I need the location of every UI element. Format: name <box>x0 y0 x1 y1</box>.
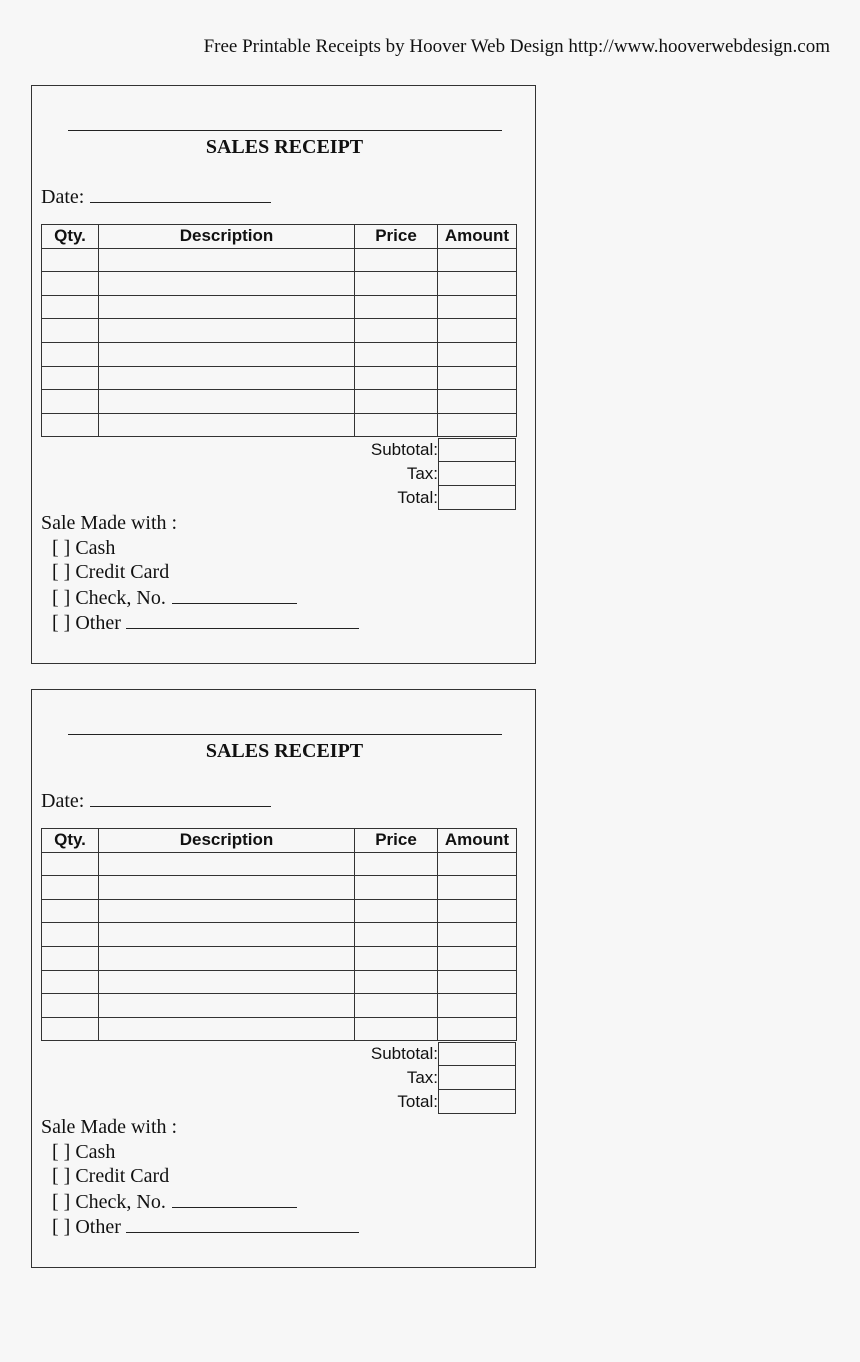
table-row <box>42 342 517 366</box>
description-cell[interactable] <box>99 923 355 947</box>
check-label: [ ] Check, No. <box>52 586 166 609</box>
description-cell[interactable] <box>99 342 355 366</box>
subtotal-box[interactable] <box>438 438 516 462</box>
table-row <box>42 970 517 994</box>
price-cell[interactable] <box>355 946 438 970</box>
date-field[interactable] <box>41 184 271 209</box>
sales-receipt-2 <box>31 689 536 1268</box>
price-cell[interactable] <box>355 366 438 390</box>
description-cell[interactable] <box>99 946 355 970</box>
description-cell[interactable] <box>99 1017 355 1041</box>
subtotal-label: Subtotal: <box>370 1044 438 1063</box>
total-box[interactable] <box>438 1090 516 1114</box>
table-row <box>42 413 517 437</box>
check-option[interactable] <box>41 585 359 611</box>
qty-cell[interactable] <box>42 319 99 343</box>
price-cell[interactable] <box>355 248 438 272</box>
tax-row <box>41 1066 516 1090</box>
price-cell[interactable] <box>355 899 438 923</box>
qty-cell[interactable] <box>42 946 99 970</box>
tax-label: Tax: <box>406 1068 438 1087</box>
table-row <box>42 272 517 296</box>
totals-section <box>41 438 516 510</box>
amount-cell[interactable] <box>438 342 517 366</box>
check-number-blank[interactable] <box>172 1189 297 1208</box>
description-header: Description <box>99 225 355 249</box>
totals-section <box>41 1042 516 1114</box>
price-cell[interactable] <box>355 390 438 414</box>
qty-cell[interactable] <box>42 342 99 366</box>
qty-cell[interactable] <box>42 899 99 923</box>
amount-cell[interactable] <box>438 970 517 994</box>
table-row <box>42 899 517 923</box>
qty-header: Qty. <box>42 829 99 853</box>
amount-header: Amount <box>438 829 517 853</box>
amount-cell[interactable] <box>438 994 517 1018</box>
description-cell[interactable] <box>99 272 355 296</box>
check-label: [ ] Check, No. <box>52 1190 166 1213</box>
price-cell[interactable] <box>355 923 438 947</box>
store-name-line[interactable] <box>68 130 502 131</box>
sales-receipt-1 <box>31 85 536 664</box>
description-cell[interactable] <box>99 876 355 900</box>
qty-cell[interactable] <box>42 272 99 296</box>
tax-row <box>41 462 516 486</box>
description-cell[interactable] <box>99 899 355 923</box>
price-header: Price <box>355 225 438 249</box>
cash-option[interactable]: [ ] Cash <box>52 536 116 559</box>
amount-cell[interactable] <box>438 876 517 900</box>
amount-cell[interactable] <box>438 366 517 390</box>
other-option[interactable] <box>41 610 359 636</box>
tax-box[interactable] <box>438 1066 516 1090</box>
description-cell[interactable] <box>99 295 355 319</box>
price-cell[interactable] <box>355 970 438 994</box>
date-label: Date: <box>41 790 85 812</box>
qty-cell[interactable] <box>42 852 99 876</box>
qty-cell[interactable] <box>42 413 99 437</box>
payment-heading: Sale Made with : <box>41 1116 178 1138</box>
description-header: Description <box>99 829 355 853</box>
amount-cell[interactable] <box>438 852 517 876</box>
other-blank[interactable] <box>126 1214 359 1233</box>
price-cell[interactable] <box>355 272 438 296</box>
tax-box[interactable] <box>438 462 516 486</box>
amount-cell[interactable] <box>438 272 517 296</box>
table-row <box>42 923 517 947</box>
description-cell[interactable] <box>99 970 355 994</box>
date-label: Date: <box>41 186 85 208</box>
qty-cell[interactable] <box>42 366 99 390</box>
qty-cell[interactable] <box>42 876 99 900</box>
price-cell[interactable] <box>355 342 438 366</box>
other-label: [ ] Other <box>52 612 121 634</box>
qty-cell[interactable] <box>42 295 99 319</box>
qty-cell[interactable] <box>42 1017 99 1041</box>
subtotal-row <box>41 1042 516 1066</box>
items-table <box>41 828 517 1041</box>
total-label: Total: <box>397 1092 438 1111</box>
price-cell[interactable] <box>355 413 438 437</box>
table-row <box>42 319 517 343</box>
date-blank[interactable] <box>90 788 271 807</box>
other-label: [ ] Other <box>52 1216 121 1238</box>
amount-cell[interactable] <box>438 390 517 414</box>
amount-cell[interactable] <box>438 248 517 272</box>
payment-method-section <box>41 1115 359 1240</box>
amount-cell[interactable] <box>438 923 517 947</box>
description-cell[interactable] <box>99 852 355 876</box>
price-cell[interactable] <box>355 994 438 1018</box>
table-row <box>42 248 517 272</box>
amount-cell[interactable] <box>438 946 517 970</box>
amount-cell[interactable] <box>438 1017 517 1041</box>
credit-card-option[interactable]: [ ] Credit Card <box>52 1165 170 1187</box>
payment-method-section <box>41 511 359 636</box>
subtotal-label: Subtotal: <box>370 440 438 459</box>
table-row <box>42 1017 517 1041</box>
receipt-title: SALES RECEIPT <box>205 740 364 762</box>
store-name-line[interactable] <box>68 734 502 735</box>
table-row <box>42 366 517 390</box>
amount-cell[interactable] <box>438 319 517 343</box>
total-row <box>41 1090 516 1114</box>
description-cell[interactable] <box>99 248 355 272</box>
amount-cell[interactable] <box>438 899 517 923</box>
description-cell[interactable] <box>99 366 355 390</box>
date-field[interactable] <box>41 788 271 813</box>
table-row <box>42 994 517 1018</box>
qty-cell[interactable] <box>42 970 99 994</box>
date-blank[interactable] <box>90 184 271 203</box>
amount-cell[interactable] <box>438 413 517 437</box>
price-cell[interactable] <box>355 295 438 319</box>
table-row <box>42 295 517 319</box>
price-cell[interactable] <box>355 1017 438 1041</box>
table-row <box>42 390 517 414</box>
subtotal-box[interactable] <box>438 1042 516 1066</box>
subtotal-row <box>41 438 516 462</box>
qty-cell[interactable] <box>42 390 99 414</box>
credit-card-option[interactable]: [ ] Credit Card <box>52 561 170 583</box>
total-label: Total: <box>397 488 438 507</box>
price-header: Price <box>355 829 438 853</box>
cash-option[interactable]: [ ] Cash <box>52 1140 116 1163</box>
check-option[interactable] <box>41 1189 359 1215</box>
qty-cell[interactable] <box>42 923 99 947</box>
total-box[interactable] <box>438 486 516 510</box>
payment-heading: Sale Made with : <box>41 512 178 534</box>
description-cell[interactable] <box>99 413 355 437</box>
qty-header: Qty. <box>42 225 99 249</box>
description-cell[interactable] <box>99 994 355 1018</box>
tax-label: Tax: <box>406 464 438 483</box>
qty-cell[interactable] <box>42 994 99 1018</box>
description-cell[interactable] <box>99 319 355 343</box>
other-option[interactable] <box>41 1214 359 1240</box>
total-row <box>41 486 516 510</box>
price-cell[interactable] <box>355 319 438 343</box>
other-blank[interactable] <box>126 610 359 629</box>
table-row <box>42 946 517 970</box>
amount-cell[interactable] <box>438 295 517 319</box>
page-header: Free Printable Receipts by Hoover Web Design http://www.hooverwebdesign.com <box>203 36 830 57</box>
table-row <box>42 876 517 900</box>
price-cell[interactable] <box>355 852 438 876</box>
items-table <box>41 224 517 437</box>
check-number-blank[interactable] <box>172 585 297 604</box>
table-row <box>42 852 517 876</box>
amount-header: Amount <box>438 225 517 249</box>
receipt-title: SALES RECEIPT <box>205 136 364 158</box>
qty-cell[interactable] <box>42 248 99 272</box>
description-cell[interactable] <box>99 390 355 414</box>
price-cell[interactable] <box>355 876 438 900</box>
